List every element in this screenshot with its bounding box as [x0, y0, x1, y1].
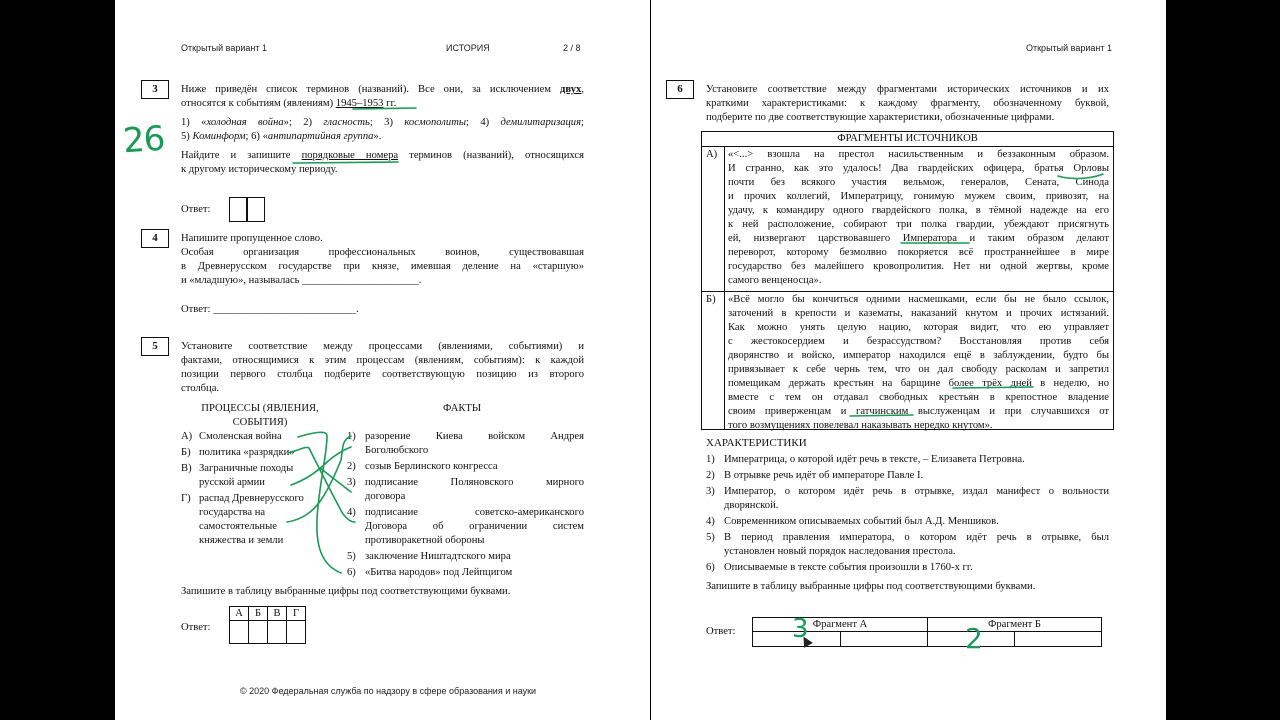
- characteristic-line: Современником описываемых событий был А.Д. Меншиков.: [724, 516, 999, 527]
- q5-fact-3: [347, 476, 584, 504]
- fragment-b-line: того возмущениях повелевал наказывать нередко кнутом».: [728, 420, 993, 431]
- characteristic-line: В период правления императора, о котором идёт речь в отрывке, был: [724, 532, 1109, 543]
- q5-answer-header-row: [230, 607, 306, 621]
- fragment-b-part: выслуженцам и при случавшихся от: [908, 406, 1109, 417]
- q5-process-text: политика «разрядки»: [199, 447, 295, 458]
- q5-answer-cell[interactable]: [249, 621, 268, 644]
- q5-process-b: [181, 446, 321, 460]
- q4-text: [181, 232, 584, 288]
- header-subject: ИСТОРИЯ: [446, 43, 490, 53]
- q3-text: [181, 83, 584, 177]
- handwritten-answer-fragment-a: 3: [792, 614, 809, 644]
- characteristic-key: 1): [706, 454, 715, 465]
- q6-answer-cell-b2[interactable]: [1015, 632, 1101, 646]
- q5-fact-1: [347, 430, 584, 458]
- q6-answer-cell-a2[interactable]: [841, 632, 928, 646]
- fragment-b-line: «Всё могло бы кончиться одними насмешками, если бы не было ссылок,: [728, 294, 1109, 305]
- q5-processes-heading: [185, 402, 335, 430]
- q5-fact-line: договора: [365, 491, 406, 502]
- q6-line-1: Установите соответствие между фрагментами исторических источников и их: [706, 84, 1109, 95]
- q5-process-text: [199, 492, 304, 548]
- q3-line1-a: Ниже приведён список терминов (названий). Все они, за исключением: [181, 84, 551, 95]
- q5-fact-5: [347, 550, 584, 564]
- q5-process-line: самостоятельные: [199, 521, 277, 532]
- q5-fact-line: разорение Киева войском Андрея: [365, 431, 584, 442]
- q5-facts-heading: ФАКТЫ: [443, 403, 482, 414]
- q3-answer-cell-2[interactable]: [246, 197, 265, 222]
- q5-process-a: [181, 430, 321, 444]
- q3-line1-end: ,: [581, 84, 584, 95]
- q3-line-1: [181, 83, 584, 97]
- characteristic-4: [706, 515, 1109, 529]
- fragment-a-orlovs: Орловы: [1073, 163, 1109, 174]
- q5-answer-label: Ответ:: [181, 622, 211, 633]
- fragment-a-part: и таким образом делают: [956, 233, 1109, 244]
- fragment-a-line: и прочих коллегий, Императрицу, гонимую мужем своим, привозят, на: [728, 191, 1109, 202]
- characteristic-line: Описываемые в тексте события произошли в 1760-х гг.: [724, 562, 973, 573]
- q6-answer-label: Ответ:: [706, 626, 736, 637]
- q5-fact-key: 4): [347, 507, 356, 518]
- fragment-a-line: к ней расположение, собирают три полка гвардии, убеждают присягнуть: [728, 219, 1109, 230]
- fragment-b-line: [728, 377, 1109, 391]
- q5-fact-key: 1): [347, 431, 356, 442]
- fragment-a-part: И странно, как это удалось! Два гвардейских офицера, братья: [728, 163, 1074, 174]
- q3-term-2: гласность: [323, 117, 370, 128]
- characteristic-6: [706, 561, 1109, 575]
- question-number-6: 6: [666, 80, 694, 99]
- characteristic-line: Императрица, о которой идёт речь в тексте, – Елизавета Петровна.: [724, 454, 1025, 465]
- q6-answer-header-b: Фрагмент Б: [928, 618, 1101, 632]
- characteristics-list: [706, 453, 1109, 577]
- q3-line-2: [181, 97, 584, 111]
- q6-line-2: краткими характеристиками: к каждому фрагменту, обозначенному буквой,: [706, 98, 1109, 109]
- fragment-b-gatchina: гатчинским: [855, 406, 909, 417]
- q3-answer-label: Ответ:: [181, 204, 211, 215]
- fragment-a-line: самого венценосца».: [728, 275, 822, 286]
- fragment-a-key: А): [706, 149, 718, 160]
- q5-fact-line: Боголюбского: [365, 445, 429, 456]
- sources-table-divider: [724, 147, 725, 429]
- q6-line-3: подберите по две соответствующие характеристики, обозначенные цифрами.: [706, 112, 1055, 123]
- fragment-a-line: удачу, к командиру одного гвардейского полка, в тёмной надежде на его: [728, 205, 1109, 216]
- fragment-b-line: [728, 405, 1109, 419]
- characteristic-line: дворянской.: [724, 500, 779, 511]
- characteristic-1: [706, 453, 1109, 467]
- q3-term-part: 5): [181, 131, 193, 142]
- q5-fact-2: [347, 460, 584, 474]
- handwritten-answer-fragment-b: 2: [965, 622, 983, 655]
- characteristic-line: Император, о котором идёт речь в отрывке, издал манифест о вольности: [724, 486, 1109, 497]
- q5-fact-key: 5): [347, 551, 356, 562]
- fragment-a-line: [728, 232, 1109, 246]
- q6-text: [706, 83, 1109, 125]
- q5-instruction: Запишите в таблицу выбранные цифры под соответствующими буквами.: [181, 586, 511, 597]
- q6-instruction: Запишите в таблицу выбранные цифры под соответствующими буквами.: [706, 581, 1036, 592]
- fragment-b-line: заточений в крепости и казематы, наказаний кнутом и прочих истязаний.: [728, 308, 1109, 319]
- q5-answer-header: Г: [287, 607, 306, 621]
- q5-processes-list: [181, 430, 321, 548]
- q5-process-key: В): [181, 463, 192, 474]
- sources-table: [701, 131, 1114, 430]
- fragment-b-line: вместе с тем он отдавал свободных крестьян в крепостное владение: [728, 392, 1109, 403]
- characteristic-key: 6): [706, 562, 715, 573]
- handwritten-answer-q3: 26: [121, 118, 166, 162]
- q5-fact-4: [347, 506, 584, 548]
- question-number-4: 4: [141, 229, 169, 248]
- q5-answer-header: В: [268, 607, 287, 621]
- q5-col1-head-2: СОБЫТИЯ): [232, 417, 288, 428]
- q5-process-v: [181, 462, 321, 490]
- fragment-a-emperor: Императора: [902, 233, 957, 244]
- q5-fact-line: Договора об ограничении систем: [365, 521, 584, 532]
- q3-task-underlined: порядковые номера: [301, 150, 399, 161]
- q3-term-5: Коминформ: [192, 131, 246, 142]
- q5-line-3: позиции первого столбца подберите соответствующую позицию из второго: [181, 369, 584, 380]
- q5-process-key: Б): [181, 447, 191, 458]
- q3-years: 1945–1953: [335, 98, 384, 109]
- fragment-b-part: своим приверженцам и: [728, 406, 856, 417]
- q5-line-2: фактами, относящимися к этим процессам (явлениям, событиям): к каждой: [181, 355, 584, 366]
- footer-copyright: © 2020 Федеральная служба по надзору в сфере образования и науки: [240, 686, 537, 696]
- right-page: [651, 0, 1166, 720]
- q5-text: [181, 340, 584, 396]
- header-variant: Открытый вариант 1: [181, 43, 267, 53]
- fragment-b-line: дворянство и войско, император находился ещё в заблуждении, будто бы: [728, 350, 1109, 361]
- fragment-b-three-days: более трёх дней: [948, 378, 1032, 389]
- q5-fact-key: 6): [347, 567, 356, 578]
- fragment-a-text: [728, 148, 1109, 288]
- fragment-a-line: государство без малейшего кровопролития. Нет ни одной жертвы, кроме: [728, 261, 1109, 272]
- q5-fact-line: подписание советско-американского: [365, 507, 584, 518]
- q3-task-a: Найдите и запишите: [181, 150, 291, 161]
- q5-answer-table: [229, 606, 306, 644]
- q5-fact-line: созыв Берлинского конгресса: [365, 461, 498, 472]
- q5-process-text: [199, 462, 293, 490]
- characteristic-2: [706, 469, 1109, 483]
- characteristics-title: ХАРАКТЕРИСТИКИ: [706, 437, 807, 449]
- q3-terms-line-2: [181, 130, 584, 144]
- q3-term-part: »; 2): [283, 117, 324, 128]
- q3-term-part: ; 6) «: [245, 131, 268, 142]
- fragment-b-key: Б): [706, 294, 716, 305]
- q5-process-key: А): [181, 431, 193, 442]
- q4-line-3: в Древнерусском государстве при князе, имевшая деление на «старшую»: [181, 261, 584, 272]
- q5-fact-key: 2): [347, 461, 356, 472]
- fragment-b-line: Как можно унять целую нацию, которая видит, что ею управляет: [728, 322, 1109, 333]
- q5-line-1: Установите соответствие между процессами (явлениями, событиями) и: [181, 341, 584, 352]
- characteristic-5: [706, 531, 1109, 559]
- q3-term-part: ;: [581, 117, 584, 128]
- q3-line2-a: относятся к событиям (явлениям): [181, 98, 334, 109]
- characteristic-key: 3): [706, 486, 715, 497]
- header-page-number: 2 / 8: [563, 43, 581, 53]
- characteristic-key: 2): [706, 470, 715, 481]
- q3-line2-b: гг.: [386, 98, 397, 109]
- q3-term-3: космополиты: [404, 117, 467, 128]
- q3-term-4: демилитаризация: [500, 117, 582, 128]
- q6-answer-header-a: Фрагмент А: [753, 618, 928, 632]
- q5-process-line: русской армии: [199, 477, 265, 488]
- q5-process-text: Смоленская война: [199, 431, 282, 442]
- fragment-a-part: ей, низвергают царствовавшего: [728, 233, 903, 244]
- q3-line1-bold: двух: [560, 84, 582, 95]
- q5-answer-cell[interactable]: [268, 621, 287, 644]
- q3-task-line-2: к другому историческому периоду.: [181, 164, 338, 175]
- q5-process-line: распад Древнерусского: [199, 493, 304, 504]
- fragment-b-line: привязывает к себе чернь тем, что он дал свободу расколам и запретил: [728, 364, 1109, 375]
- q5-process-line: государства на: [199, 507, 266, 518]
- q3-terms-line-1: [181, 116, 584, 130]
- characteristic-3: [706, 485, 1109, 513]
- characteristic-line: В отрывке речь идёт об императоре Павле I.: [724, 470, 924, 481]
- sources-table-title: ФРАГМЕНТЫ ИСТОЧНИКОВ: [702, 132, 1113, 147]
- q5-answer-cell[interactable]: [230, 621, 249, 644]
- q3-term-6: антипартийная группа: [267, 131, 374, 142]
- fragment-a-line: [728, 162, 1109, 176]
- q4-line-2: Особая организация профессиональных воинов, существовавшая: [181, 247, 584, 258]
- q3-term-part: ».: [373, 131, 382, 142]
- q5-answer-header: Б: [249, 607, 268, 621]
- sources-table-row-divider: [702, 291, 1113, 292]
- q5-fact-line: заключение Ништадтского мира: [365, 551, 511, 562]
- header-variant-right: Открытый вариант 1: [1026, 43, 1112, 53]
- q5-process-line: Заграничные походы: [199, 463, 294, 474]
- q3-term-part: ; 3): [369, 117, 405, 128]
- fragment-b-text: [728, 293, 1109, 433]
- question-number-3: 3: [141, 80, 169, 99]
- fragment-a-line: почти без всякого участия вельмож, генералов, Сената, Синода: [728, 177, 1109, 188]
- q5-line-4: столбца.: [181, 383, 220, 394]
- q4-line-1: Напишите пропущенное слово.: [181, 233, 323, 244]
- characteristic-key: 4): [706, 516, 715, 527]
- fragment-b-part: помещикам держать крестьян на барщине: [728, 378, 949, 389]
- q5-answer-cell[interactable]: [287, 621, 306, 644]
- q3-term-part: 1) «: [181, 117, 207, 128]
- fragment-b-part: в неделю, но: [1031, 378, 1109, 389]
- fragment-a-line: «<...> взошла на престол насильственным и беззаконным образом.: [728, 149, 1109, 160]
- q5-fact-key: 3): [347, 477, 356, 488]
- q5-process-g: [181, 492, 321, 548]
- q5-process-key: Г): [181, 493, 191, 504]
- fragment-a-line: переворот, которому безмолвно покоряется всё пространнейшее в мире: [728, 247, 1109, 258]
- q3-task-b: терминов (названий), относящихся: [409, 150, 584, 161]
- characteristic-key: 5): [706, 532, 715, 543]
- q4-line-4: и «младшую», называлась ______________________.: [181, 275, 422, 286]
- q5-fact-line: противоракетной обороны: [365, 535, 485, 546]
- q5-answer-header: А: [230, 607, 249, 621]
- characteristic-line: установлен новый порядок наследования престола.: [724, 546, 956, 557]
- q4-answer-line[interactable]: Ответ: ___________________________.: [181, 304, 359, 315]
- q5-process-line: княжества и земли: [199, 535, 284, 546]
- q5-fact-line: «Битва народов» под Лейпцигом: [365, 567, 513, 578]
- q3-term-1: холодная война: [206, 117, 284, 128]
- q5-facts-list: [347, 430, 584, 580]
- fragment-b-line: с жестокосердием и безрассудством? Восстановляя против себя: [728, 336, 1109, 347]
- q5-col1-head-1: ПРОЦЕССЫ (ЯВЛЕНИЯ,: [201, 403, 319, 414]
- q5-fact-6: [347, 566, 584, 580]
- question-number-5: 5: [141, 337, 169, 356]
- q3-task-line-1: [181, 149, 584, 163]
- left-page: [115, 0, 650, 720]
- q3-term-part: ; 4): [466, 117, 501, 128]
- q5-fact-line: подписание Поляновского мирного: [365, 477, 584, 488]
- q5-answer-input-row: [230, 621, 306, 644]
